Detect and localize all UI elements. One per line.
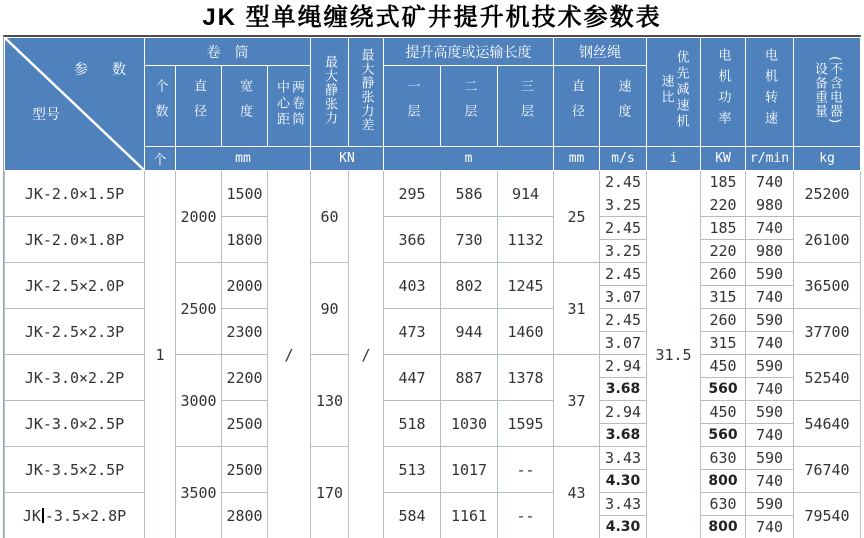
cell-motor-power: 450: [701, 401, 746, 424]
cell-motor-rpm: 590: [746, 447, 794, 470]
cell-weight: 36500: [794, 263, 861, 309]
cell-model: JK-3.0×2.5P: [5, 401, 145, 447]
cell-layer-1: 447: [384, 355, 441, 401]
cell-drum-width: 2500: [222, 447, 268, 493]
model-axis-label: 型号: [32, 107, 60, 123]
cell-drum-width: 2300: [222, 309, 268, 355]
cell-rope-speed: 2.45: [600, 171, 647, 194]
unit-lift-m: m: [384, 147, 554, 171]
cell-max-static-tension: 60: [311, 171, 349, 263]
diagonal-line: [5, 38, 144, 170]
header-motor-rpm: 电机转速: [746, 38, 794, 147]
header-rope-speed: 速度: [600, 66, 647, 147]
cell-drum-width: 1500: [222, 171, 268, 217]
cell-layer-1: 584: [384, 493, 441, 538]
cell-rope-speed: 3.07: [600, 286, 647, 309]
cell-layer-3: 1378: [498, 355, 554, 401]
cell-motor-power: 185: [701, 171, 746, 194]
cell-motor-power: 315: [701, 286, 746, 309]
cell-layer-2: 730: [441, 217, 498, 263]
cell-layer-2: 1017: [441, 447, 498, 493]
cell-motor-rpm: 980: [746, 240, 794, 263]
cell-motor-rpm: 740: [746, 424, 794, 447]
cell-rope-speed: 2.94: [600, 401, 647, 424]
cell-max-static-tension: 130: [311, 355, 349, 447]
cell-tension-diff: /: [349, 171, 384, 538]
cell-motor-power: 185: [701, 217, 746, 240]
table-row: [5, 447, 861, 470]
table-row: [5, 355, 861, 378]
header-drum-group: 卷 筒: [145, 38, 311, 66]
cell-rope-speed: 3.25: [600, 194, 647, 217]
cell-weight: 76740: [794, 447, 861, 493]
cell-rope-speed: 3.25: [600, 240, 647, 263]
model-text-before-cursor: JK: [22, 506, 41, 525]
cell-weight: 26100: [794, 217, 861, 263]
table-row: [5, 171, 861, 194]
cell-motor-rpm: 590: [746, 355, 794, 378]
cell-drum-diameter: 3500: [176, 447, 222, 538]
cell-rope-diameter: 25: [554, 171, 600, 263]
cell-drum-count: 1: [145, 171, 176, 538]
unit-drum-mm: mm: [176, 147, 311, 171]
cell-weight: 79540: [794, 493, 861, 538]
cell-motor-rpm: 740: [746, 378, 794, 401]
cell-drum-width: 2500: [222, 401, 268, 447]
cell-layer-2: 1030: [441, 401, 498, 447]
text-cursor: [42, 508, 44, 523]
cell-max-static-tension: 90: [311, 263, 349, 355]
cell-layer-3: 1460: [498, 309, 554, 355]
cell-drum-width: 2000: [222, 263, 268, 309]
header-layer-1: 一层: [384, 66, 441, 147]
unit-rope-mm: mm: [554, 147, 600, 171]
cell-weight: 37700: [794, 309, 861, 355]
cell-model: JK-3.5×2.5P: [5, 447, 145, 493]
header-max-static-tension-diff: 最大静张力差: [349, 38, 384, 147]
cell-motor-power: 800: [701, 470, 746, 493]
cell-motor-rpm: 590: [746, 263, 794, 286]
cell-motor-power: 450: [701, 355, 746, 378]
cell-motor-rpm: 980: [746, 194, 794, 217]
cell-layer-3: --: [498, 493, 554, 538]
cell-rope-speed: 2.45: [600, 263, 647, 286]
cell-layer-1: 513: [384, 447, 441, 493]
unit-tension-kn: KN: [311, 147, 384, 171]
unit-count: 个: [145, 147, 176, 171]
cell-layer-1: 295: [384, 171, 441, 217]
cell-motor-power: 315: [701, 332, 746, 355]
header-gear-ratio: 优先减速机 速比: [647, 38, 701, 147]
cell-motor-power: 260: [701, 263, 746, 286]
cell-motor-rpm: 590: [746, 401, 794, 424]
cell-weight: 54640: [794, 401, 861, 447]
header-drum-diameter: 直径: [176, 66, 222, 147]
parameter-table-wrapper: [3, 35, 861, 538]
param-axis-label: 参 数: [74, 62, 131, 78]
unit-weight-kg: kg: [794, 147, 861, 171]
cell-motor-power: 220: [701, 240, 746, 263]
cell-drum-diameter: 2000: [176, 171, 222, 263]
cell-motor-rpm: 740: [746, 217, 794, 240]
cell-motor-rpm: 740: [746, 516, 794, 538]
cell-layer-3: 914: [498, 171, 554, 217]
cell-rope-speed: 3.07: [600, 332, 647, 355]
cell-motor-power: 630: [701, 493, 746, 516]
cell-weight: 25200: [794, 171, 861, 217]
table-row: [5, 309, 861, 332]
cell-layer-3: 1245: [498, 263, 554, 309]
cell-layer-2: 887: [441, 355, 498, 401]
cell-center-distance: /: [268, 171, 311, 538]
cell-motor-power: 800: [701, 516, 746, 538]
header-rope-group: 钢丝绳: [554, 38, 647, 66]
header-lift-height-group: 提升高度或运输长度: [384, 38, 554, 66]
cell-motor-rpm: 740: [746, 171, 794, 194]
cell-rope-diameter: 37: [554, 355, 600, 447]
cell-layer-2: 944: [441, 309, 498, 355]
cell-layer-3: 1132: [498, 217, 554, 263]
cell-drum-diameter: 2500: [176, 263, 222, 355]
cell-drum-width: 1800: [222, 217, 268, 263]
cell-rope-speed: 3.68: [600, 424, 647, 447]
cell-layer-3: 1595: [498, 401, 554, 447]
cell-weight: 52540: [794, 355, 861, 401]
cell-rope-speed: 2.45: [600, 217, 647, 240]
cell-motor-rpm: 590: [746, 493, 794, 516]
cell-rope-speed: 4.30: [600, 470, 647, 493]
unit-ratio-i: i: [647, 147, 701, 171]
unit-power-kw: KW: [701, 147, 746, 171]
cell-layer-1: 518: [384, 401, 441, 447]
cell-layer-2: 1161: [441, 493, 498, 538]
model-text-after-cursor: -3.5×2.8P: [44, 506, 127, 525]
cell-motor-power: 560: [701, 378, 746, 401]
table-row: [5, 217, 861, 240]
cell-rope-speed: 3.43: [600, 447, 647, 470]
cell-model: JK-3.0×2.2P: [5, 355, 145, 401]
cell-motor-rpm: 740: [746, 470, 794, 493]
cell-gear-ratio: 31.5: [647, 171, 701, 538]
header-drum-count: 个数: [145, 66, 176, 147]
cell-layer-3: --: [498, 447, 554, 493]
cell-rope-diameter: 43: [554, 447, 600, 538]
header-motor-power: 电机功率: [701, 38, 746, 147]
cell-model: JK-2.0×1.8P: [5, 217, 145, 263]
parameter-table: [4, 37, 861, 538]
cell-layer-1: 366: [384, 217, 441, 263]
header-model-param-diagonal: [5, 38, 145, 171]
cell-layer-2: 802: [441, 263, 498, 309]
cell-rope-speed: 2.45: [600, 309, 647, 332]
table-row: [5, 401, 861, 424]
unit-rpm: r/min: [746, 147, 794, 171]
cell-layer-1: 473: [384, 309, 441, 355]
table-row: [5, 263, 861, 286]
cell-motor-rpm: 740: [746, 286, 794, 309]
cell-max-static-tension: 170: [311, 447, 349, 538]
cell-motor-power: 630: [701, 447, 746, 470]
header-rope-diameter: 直径: [554, 66, 600, 147]
unit-speed-ms: m/s: [600, 147, 647, 171]
page-title: JK 型单绳缠绕式矿井提升机技术参数表: [202, 4, 662, 31]
cell-model: JK-2.0×1.5P: [5, 171, 145, 217]
header-max-static-tension: 最大静张力: [311, 38, 349, 147]
cell-drum-width: 2800: [222, 493, 268, 538]
cell-model: JK-2.5×2.0P: [5, 263, 145, 309]
cell-layer-1: 403: [384, 263, 441, 309]
cell-rope-speed: 3.43: [600, 493, 647, 516]
cell-motor-power: 560: [701, 424, 746, 447]
cell-model: JK-2.5×2.3P: [5, 309, 145, 355]
cell-rope-speed: 3.68: [600, 378, 647, 401]
cell-layer-2: 586: [441, 171, 498, 217]
table-row: [5, 493, 861, 516]
cell-motor-rpm: 740: [746, 332, 794, 355]
cell-motor-rpm: 590: [746, 309, 794, 332]
header-center-distance: 两卷筒 中心距: [268, 66, 311, 147]
cell-rope-diameter: 31: [554, 263, 600, 355]
header-group-row: [5, 38, 861, 66]
header-equipment-weight: (不含电器) 设备重量: [794, 38, 861, 147]
cell-rope-speed: 4.30: [600, 516, 647, 538]
cell-drum-width: 2200: [222, 355, 268, 401]
cell-drum-diameter: 3000: [176, 355, 222, 447]
cell-rope-speed: 2.94: [600, 355, 647, 378]
header-layer-3: 三层: [498, 66, 554, 147]
cell-motor-power: 260: [701, 309, 746, 332]
header-drum-width: 宽度: [222, 66, 268, 147]
header-layer-2: 二层: [441, 66, 498, 147]
cell-model[interactable]: [5, 493, 145, 538]
cell-motor-power: 220: [701, 194, 746, 217]
